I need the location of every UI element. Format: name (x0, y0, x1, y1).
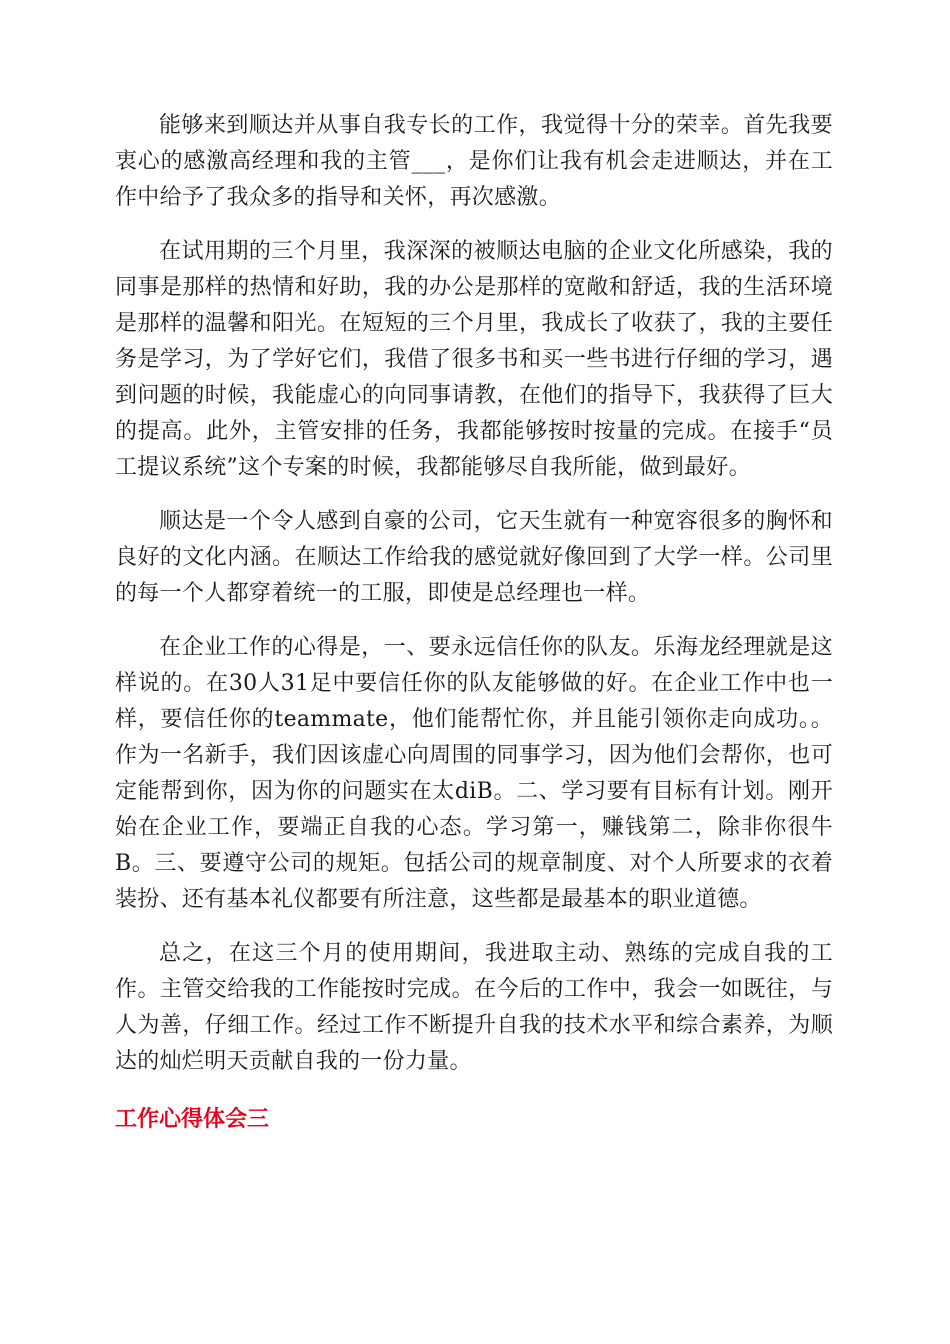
section-heading: 工作心得体会三 (115, 1107, 270, 1132)
paragraph-company: 顺达是一个令人感到自豪的公司，它天生就有一种宽容很多的胸怀和良好的文化内涵。在顺达工作给我的感觉就好像回到了大学一样。公司里的每一个人都穿着统一的工服，即使是总经理也一样。 (115, 509, 833, 606)
paragraph-probation: 在试用期的三个月里，我深深的被顺达电脑的企业文化所感染，我的同事是那样的热情和好助，我的办公是那样的宽敞和舒适，我的生活环境是那样的温馨和阳光。在短短的三个月里，我成长了收获了，我的主要任务是学习，为了学好它们，我借了很多书和买一些书进行仔细的学习，遇到问题的时候，我能虚心的向同事请教，在他们的指导下，我获得了巨大的提高。此外，主管安排的任务，我都能够按时按量的完成。在接手“员工提议系统”这个专案的时候，我都能够尽自我所能，做到最好。 (115, 239, 833, 480)
document-body (115, 108, 833, 1138)
paragraph-intro: 能够来到顺达并从事自我专长的工作，我觉得十分的荣幸。首先我要衷心的感激高经理和我的主管___，是你们让我有机会走进顺达，并在工作中给予了我众多的指导和关怀，再次感激。 (115, 113, 833, 210)
paragraph-lessons: 在企业工作的心得是，一、要永远信任你的队友。乐海龙经理就是这样说的。在30人31足中要信任你的队友能够做的好。在企业工作中也一样，要信任你的teammate，他们能帮忙你，并且能引领你走向成功。。作为一名新手，我们因该虚心向周围的同事学习，因为他们会帮你，也可定能帮到你，因为你的问题实在太diB。二、学习要有目标有计划。刚开始在企业工作，要端正自我的心态。学习第一，赚钱第二，除非你很牛B。三、要遵守公司的规矩。包括公司的规章制度、对个人所要求的衣着装扮、还有基本礼仪都要有所注意，这些都是最基本的职业道德。 (115, 635, 833, 912)
paragraph-conclusion: 总之，在这三个月的使用期间，我进取主动、熟练的完成自我的工作。主管交给我的工作能按时完成。在今后的工作中，我会一如既往，与人为善，仔细工作。经过工作不断提升自我的技术水平和综合素养，为顺达的灿烂明天贡献自我的一份力量。 (115, 941, 833, 1074)
